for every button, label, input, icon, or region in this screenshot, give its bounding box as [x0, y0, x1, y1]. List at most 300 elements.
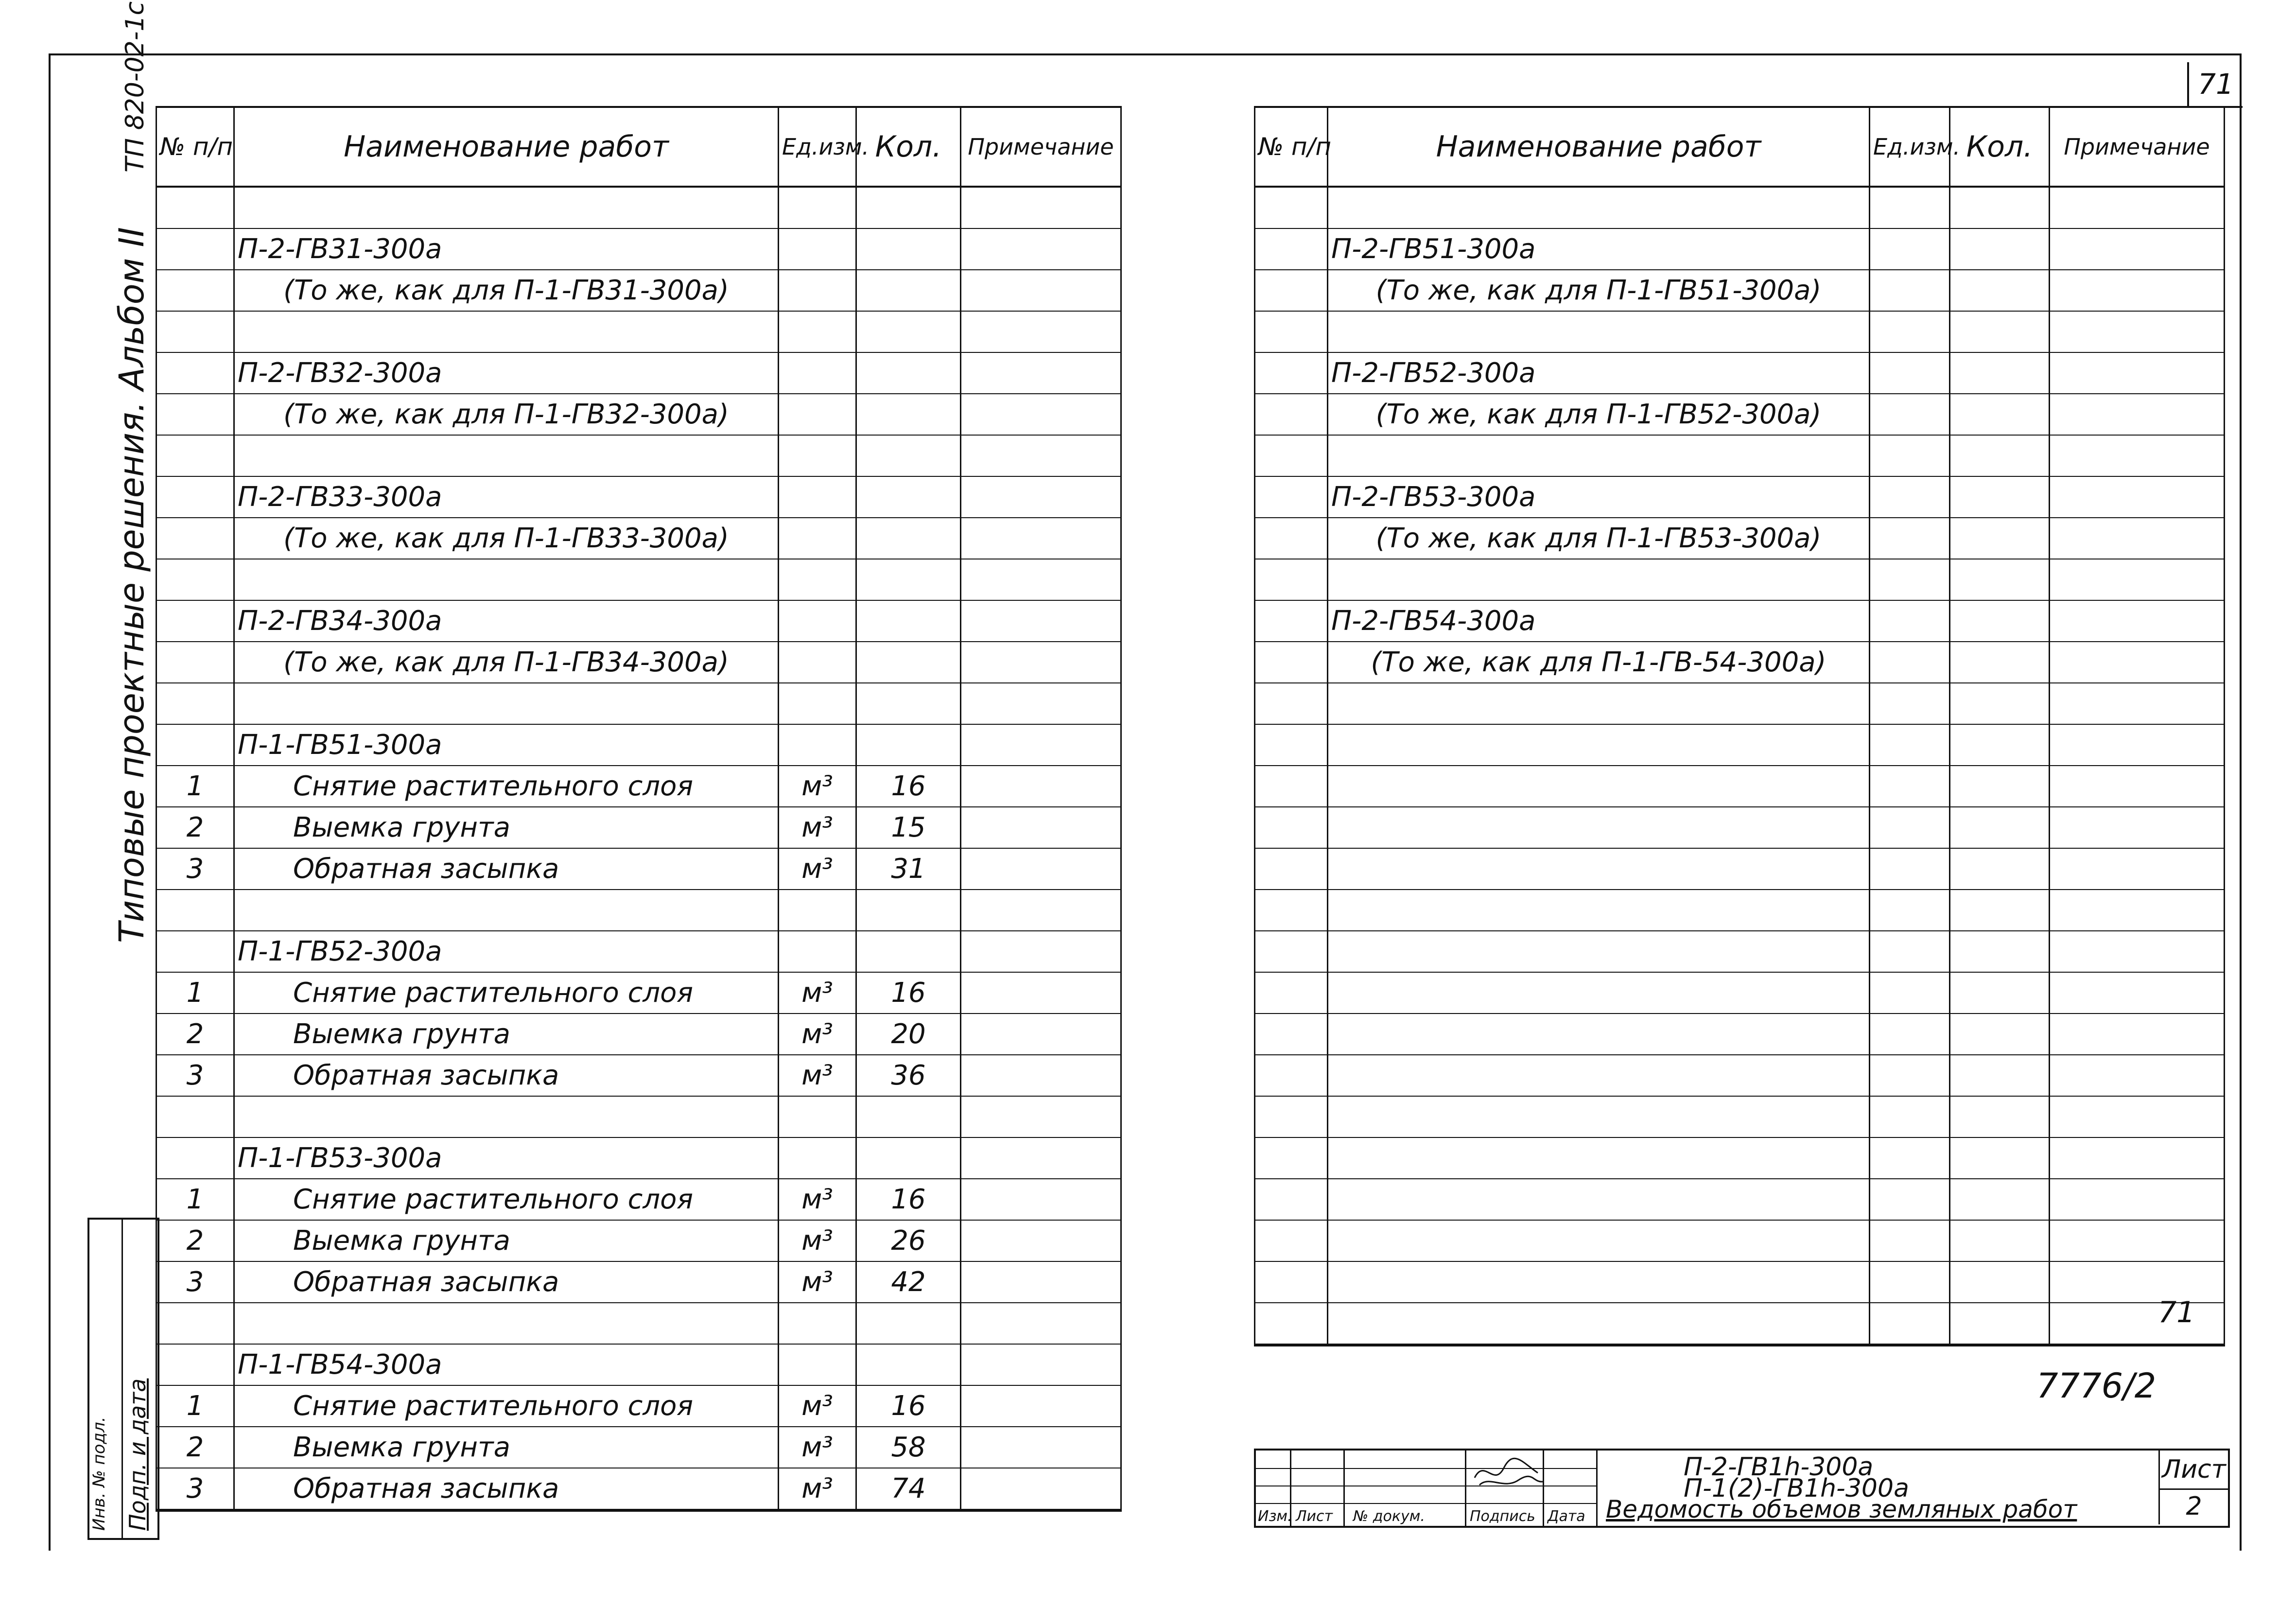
work-name — [1328, 807, 1870, 848]
note-cell — [2050, 600, 2225, 642]
blank-row — [1255, 1179, 2225, 1220]
section-header-row — [157, 228, 1121, 270]
row-number — [157, 1096, 234, 1137]
blank-row — [157, 890, 1121, 931]
note-cell — [961, 1014, 1121, 1055]
quantity-cell — [856, 1096, 961, 1137]
note-cell — [961, 1385, 1121, 1427]
right-table-header — [1255, 107, 2225, 187]
blank-row — [1255, 559, 2225, 600]
unit-cell: м³ — [779, 972, 856, 1014]
work-name — [234, 890, 779, 931]
unit-cell: м³ — [779, 1385, 856, 1427]
col-header-qty: Кол. — [1950, 107, 2050, 187]
row-number — [157, 311, 234, 352]
row-number — [1255, 476, 1328, 518]
row-number: 2 — [157, 1014, 234, 1055]
note-cell — [961, 642, 1121, 683]
quantity-cell — [1950, 187, 2050, 228]
note-cell — [961, 476, 1121, 518]
spine-code: ТП 820-02-1с — [121, 1, 150, 173]
row-number — [157, 187, 234, 228]
work-name: Выемка грунта — [234, 1220, 779, 1261]
row-number: 3 — [157, 1055, 234, 1096]
work-name — [1328, 1303, 1870, 1345]
tb-label-date: Дата — [1548, 1508, 1585, 1525]
stamp-inventory-label: Инв. № подл. — [89, 1416, 109, 1531]
row-number — [1255, 807, 1328, 848]
unit-cell: м³ — [779, 1261, 856, 1303]
work-name — [1328, 559, 1870, 600]
work-name: П-2-ГВ34-300а — [234, 600, 779, 642]
stamp-divider — [122, 1220, 123, 1538]
tb-sheet-value: 2 — [2158, 1488, 2228, 1524]
unit-cell — [779, 559, 856, 600]
note-cell — [2050, 1014, 2225, 1055]
section-note-row — [157, 518, 1121, 559]
quantity-cell — [856, 683, 961, 724]
quantity-cell — [1950, 848, 2050, 890]
tb-sheet-label: Лист — [2158, 1451, 2228, 1490]
tb-document-title: Ведомость объемов земляных работ — [1606, 1495, 2077, 1523]
note-cell — [2050, 435, 2225, 476]
work-name: П-2-ГВ54-300а — [1328, 600, 1870, 642]
note-cell — [961, 1261, 1121, 1303]
quantity-cell — [856, 228, 961, 270]
quantity-cell — [1950, 352, 2050, 394]
note-cell — [961, 311, 1121, 352]
quantity-cell — [1950, 1096, 2050, 1137]
row-number — [1255, 311, 1328, 352]
section-note-row — [157, 394, 1121, 435]
quantity-cell — [856, 1344, 961, 1385]
row-number: 3 — [157, 848, 234, 890]
tb-col-line — [1343, 1451, 1345, 1526]
quantity-cell — [856, 559, 961, 600]
quantity-cell: 16 — [856, 1179, 961, 1220]
tb-row-line — [1256, 1503, 1596, 1504]
work-name: Обратная засыпка — [234, 1261, 779, 1303]
col-header-note: Примечание — [961, 107, 1121, 187]
quantity-cell — [1950, 724, 2050, 766]
quantity-cell — [1950, 1179, 2050, 1220]
unit-cell — [1870, 724, 1950, 766]
unit-cell — [779, 1344, 856, 1385]
work-name: Выемка грунта — [234, 1014, 779, 1055]
quantity-cell — [1950, 683, 2050, 724]
row-number — [1255, 848, 1328, 890]
work-name: Выемка грунта — [234, 1427, 779, 1468]
row-number — [1255, 270, 1328, 311]
work-item-row — [157, 807, 1121, 848]
note-cell — [961, 600, 1121, 642]
row-number: 3 — [157, 1261, 234, 1303]
section-header-row — [157, 476, 1121, 518]
blank-row — [1255, 807, 2225, 848]
work-name: (То же, как для П-1-ГВ-54-300а) — [1328, 642, 1870, 683]
blank-row — [157, 187, 1121, 228]
section-note-row — [1255, 394, 2225, 435]
page-number-box — [2187, 62, 2243, 108]
inventory-stamp-box — [87, 1218, 159, 1540]
unit-cell — [779, 228, 856, 270]
work-item-row — [157, 1427, 1121, 1468]
section-header-row — [1255, 352, 2225, 394]
blank-row — [1255, 1055, 2225, 1096]
tb-col-line — [1465, 1451, 1466, 1526]
section-header-row — [157, 352, 1121, 394]
row-number — [1255, 187, 1328, 228]
section-note-row — [1255, 270, 2225, 311]
work-item-row — [157, 1385, 1121, 1427]
work-name — [234, 1096, 779, 1137]
work-name — [1328, 890, 1870, 931]
tb-label-sheet: Лист — [1296, 1508, 1333, 1525]
note-cell — [2050, 559, 2225, 600]
blank-row — [157, 435, 1121, 476]
work-name: П-2-ГВ53-300а — [1328, 476, 1870, 518]
work-item-row — [157, 1055, 1121, 1096]
note-cell — [2050, 1303, 2225, 1345]
note-cell — [2050, 972, 2225, 1014]
work-item-row — [157, 1261, 1121, 1303]
note-cell — [2050, 228, 2225, 270]
note-cell — [2050, 683, 2225, 724]
tb-code-line2: П-1(2)-ГВ1h-300а — [1684, 1474, 1909, 1503]
unit-cell — [779, 600, 856, 642]
row-number — [1255, 394, 1328, 435]
row-number — [157, 1344, 234, 1385]
row-number — [157, 394, 234, 435]
blank-row — [157, 683, 1121, 724]
blank-row — [1255, 724, 2225, 766]
row-number — [1255, 352, 1328, 394]
signature-scribble — [1470, 1453, 1548, 1492]
blank-row — [1255, 435, 2225, 476]
quantity-cell — [1950, 270, 2050, 311]
row-number: 1 — [157, 766, 234, 807]
work-item-row — [157, 766, 1121, 807]
quantity-cell: 42 — [856, 1261, 961, 1303]
section-note-row — [157, 270, 1121, 311]
note-cell — [961, 559, 1121, 600]
quantity-cell — [1950, 931, 2050, 972]
quantity-cell — [1950, 559, 2050, 600]
quantity-cell — [1950, 476, 2050, 518]
note-cell — [961, 724, 1121, 766]
row-number: 2 — [157, 807, 234, 848]
row-number — [1255, 1303, 1328, 1345]
tb-label-docnum: № докум. — [1353, 1508, 1425, 1525]
note-cell — [961, 848, 1121, 890]
unit-cell — [1870, 394, 1950, 435]
bottom-page-number: 71 — [2158, 1295, 2195, 1329]
unit-cell — [1870, 1303, 1950, 1345]
blank-row — [1255, 1303, 2225, 1345]
work-name: П-1-ГВ52-300а — [234, 931, 779, 972]
quantity-cell: 36 — [856, 1055, 961, 1096]
section-note-row — [157, 642, 1121, 683]
quantity-cell — [1950, 228, 2050, 270]
quantity-cell — [1950, 1261, 2050, 1303]
unit-cell — [779, 435, 856, 476]
work-item-row — [157, 972, 1121, 1014]
unit-cell — [1870, 435, 1950, 476]
unit-cell — [1870, 683, 1950, 724]
unit-cell — [1870, 807, 1950, 848]
unit-cell — [1870, 600, 1950, 642]
work-name: П-2-ГВ32-300а — [234, 352, 779, 394]
quantity-cell — [856, 270, 961, 311]
work-name — [234, 1303, 779, 1344]
work-name — [1328, 187, 1870, 228]
work-name: П-2-ГВ31-300а — [234, 228, 779, 270]
unit-cell — [779, 724, 856, 766]
row-number — [157, 1137, 234, 1179]
work-name — [1328, 724, 1870, 766]
row-number — [157, 228, 234, 270]
work-name: (То же, как для П-1-ГВ33-300а) — [234, 518, 779, 559]
note-cell — [961, 1055, 1121, 1096]
archive-number: 7776/2 — [2036, 1366, 2157, 1406]
note-cell — [961, 890, 1121, 931]
work-name — [1328, 848, 1870, 890]
quantity-cell — [856, 352, 961, 394]
work-name: П-1-ГВ53-300а — [234, 1137, 779, 1179]
unit-cell — [1870, 931, 1950, 972]
blank-row — [157, 311, 1121, 352]
work-name: (То же, как для П-1-ГВ31-300а) — [234, 270, 779, 311]
unit-cell — [1870, 766, 1950, 807]
unit-cell — [1870, 559, 1950, 600]
note-cell — [961, 931, 1121, 972]
unit-cell — [779, 890, 856, 931]
unit-cell: м³ — [779, 807, 856, 848]
unit-cell: м³ — [779, 1179, 856, 1220]
note-cell — [961, 1427, 1121, 1468]
work-name: Обратная засыпка — [234, 1468, 779, 1510]
unit-cell — [779, 476, 856, 518]
work-name: (То же, как для П-1-ГВ34-300а) — [234, 642, 779, 683]
row-number — [157, 683, 234, 724]
row-number: 2 — [157, 1220, 234, 1261]
frame-top-border — [49, 53, 2241, 55]
work-item-row — [157, 1468, 1121, 1510]
section-header-row — [157, 1344, 1121, 1385]
note-cell — [2050, 1220, 2225, 1261]
work-name: П-1-ГВ54-300а — [234, 1344, 779, 1385]
work-item-row — [157, 1220, 1121, 1261]
blank-row — [1255, 1261, 2225, 1303]
quantity-cell — [1950, 972, 2050, 1014]
unit-cell — [1870, 1096, 1950, 1137]
row-number — [157, 890, 234, 931]
col-header-num: № п/п — [1255, 107, 1328, 187]
right-works-table — [1254, 106, 2225, 1346]
blank-row — [1255, 848, 2225, 890]
row-number — [157, 931, 234, 972]
quantity-cell: 26 — [856, 1220, 961, 1261]
quantity-cell — [1950, 642, 2050, 683]
work-name: Обратная засыпка — [234, 1055, 779, 1096]
work-name: Снятие растительного слоя — [234, 1385, 779, 1427]
quantity-cell: 15 — [856, 807, 961, 848]
quantity-cell: 16 — [856, 1385, 961, 1427]
unit-cell — [779, 642, 856, 683]
unit-cell — [1870, 1055, 1950, 1096]
unit-cell — [779, 311, 856, 352]
work-name: (То же, как для П-1-ГВ51-300а) — [1328, 270, 1870, 311]
unit-cell — [1870, 518, 1950, 559]
note-cell — [961, 1468, 1121, 1510]
work-name: Обратная засыпка — [234, 848, 779, 890]
spine-caption — [112, 1, 152, 943]
unit-cell: м³ — [779, 766, 856, 807]
note-cell — [2050, 1055, 2225, 1096]
unit-cell — [1870, 1261, 1950, 1303]
work-name: Снятие растительного слоя — [234, 766, 779, 807]
quantity-cell — [1950, 890, 2050, 931]
work-name — [1328, 1220, 1870, 1261]
note-cell — [2050, 187, 2225, 228]
blank-row — [157, 559, 1121, 600]
unit-cell — [779, 1096, 856, 1137]
unit-cell — [1870, 1137, 1950, 1179]
unit-cell: м³ — [779, 1055, 856, 1096]
note-cell — [961, 518, 1121, 559]
row-number — [157, 352, 234, 394]
work-name — [1328, 311, 1870, 352]
unit-cell — [779, 931, 856, 972]
blank-row — [1255, 683, 2225, 724]
note-cell — [2050, 766, 2225, 807]
quantity-cell — [856, 476, 961, 518]
note-cell — [961, 228, 1121, 270]
page-number: 71 — [2198, 68, 2234, 101]
note-cell — [961, 766, 1121, 807]
unit-cell — [1870, 1014, 1950, 1055]
unit-cell: м³ — [779, 1220, 856, 1261]
note-cell — [961, 972, 1121, 1014]
quantity-cell — [856, 931, 961, 972]
note-cell — [2050, 1137, 2225, 1179]
row-number — [1255, 1261, 1328, 1303]
quantity-cell — [1950, 1220, 2050, 1261]
unit-cell — [1870, 228, 1950, 270]
work-name — [1328, 1014, 1870, 1055]
quantity-cell — [856, 1137, 961, 1179]
note-cell — [961, 187, 1121, 228]
row-number — [1255, 1179, 1328, 1220]
work-item-row — [157, 1014, 1121, 1055]
unit-cell — [779, 1137, 856, 1179]
quantity-cell — [1950, 435, 2050, 476]
unit-cell — [779, 1303, 856, 1344]
section-note-row — [1255, 642, 2225, 683]
note-cell — [2050, 848, 2225, 890]
quantity-cell: 20 — [856, 1014, 961, 1055]
work-name — [234, 187, 779, 228]
work-name — [234, 311, 779, 352]
row-number — [1255, 518, 1328, 559]
unit-cell — [1870, 848, 1950, 890]
work-name — [1328, 683, 1870, 724]
spine-title: Типовые проектные решения. Альбом II — [112, 227, 152, 943]
blank-row — [157, 1096, 1121, 1137]
work-name: Снятие растительного слоя — [234, 972, 779, 1014]
note-cell — [2050, 518, 2225, 559]
work-name: (То же, как для П-1-ГВ53-300а) — [1328, 518, 1870, 559]
quantity-cell — [1950, 1137, 2050, 1179]
quantity-cell — [856, 187, 961, 228]
row-number — [1255, 435, 1328, 476]
section-header-row — [157, 724, 1121, 766]
quantity-cell: 74 — [856, 1468, 961, 1510]
section-header-row — [157, 1137, 1121, 1179]
unit-cell — [779, 394, 856, 435]
quantity-cell: 16 — [856, 972, 961, 1014]
frame-left-border — [49, 53, 51, 1551]
work-name — [1328, 1096, 1870, 1137]
blank-row — [1255, 890, 2225, 931]
note-cell — [2050, 642, 2225, 683]
note-cell — [2050, 352, 2225, 394]
quantity-cell — [1950, 1014, 2050, 1055]
row-number — [1255, 1137, 1328, 1179]
quantity-cell — [856, 394, 961, 435]
work-name — [1328, 435, 1870, 476]
quantity-cell — [1950, 766, 2050, 807]
tb-label-change: Изм. — [1258, 1508, 1292, 1525]
unit-cell: м³ — [779, 1427, 856, 1468]
blank-row — [1255, 187, 2225, 228]
unit-cell — [779, 683, 856, 724]
blank-row — [1255, 1137, 2225, 1179]
work-name — [1328, 1261, 1870, 1303]
row-number — [1255, 1096, 1328, 1137]
quantity-cell: 16 — [856, 766, 961, 807]
quantity-cell — [1950, 311, 2050, 352]
row-number — [1255, 1014, 1328, 1055]
left-works-table — [156, 106, 1122, 1512]
quantity-cell — [1950, 394, 2050, 435]
unit-cell — [779, 352, 856, 394]
note-cell — [961, 394, 1121, 435]
note-cell — [961, 352, 1121, 394]
row-number — [1255, 890, 1328, 931]
title-block — [1254, 1449, 2230, 1528]
work-item-row — [157, 848, 1121, 890]
row-number — [157, 724, 234, 766]
left-table-body — [157, 187, 1121, 1510]
note-cell — [2050, 1261, 2225, 1303]
note-cell — [2050, 394, 2225, 435]
row-number — [157, 476, 234, 518]
unit-cell — [779, 187, 856, 228]
work-name — [234, 435, 779, 476]
col-header-num: № п/п — [157, 107, 234, 187]
section-header-row — [157, 600, 1121, 642]
col-header-name: Наименование работ — [1328, 107, 1870, 187]
note-cell — [2050, 270, 2225, 311]
quantity-cell — [1950, 518, 2050, 559]
row-number — [157, 518, 234, 559]
quantity-cell — [856, 1303, 961, 1344]
row-number — [157, 559, 234, 600]
work-name: П-2-ГВ52-300а — [1328, 352, 1870, 394]
tb-col-line — [1596, 1451, 1598, 1526]
row-number: 1 — [157, 1385, 234, 1427]
